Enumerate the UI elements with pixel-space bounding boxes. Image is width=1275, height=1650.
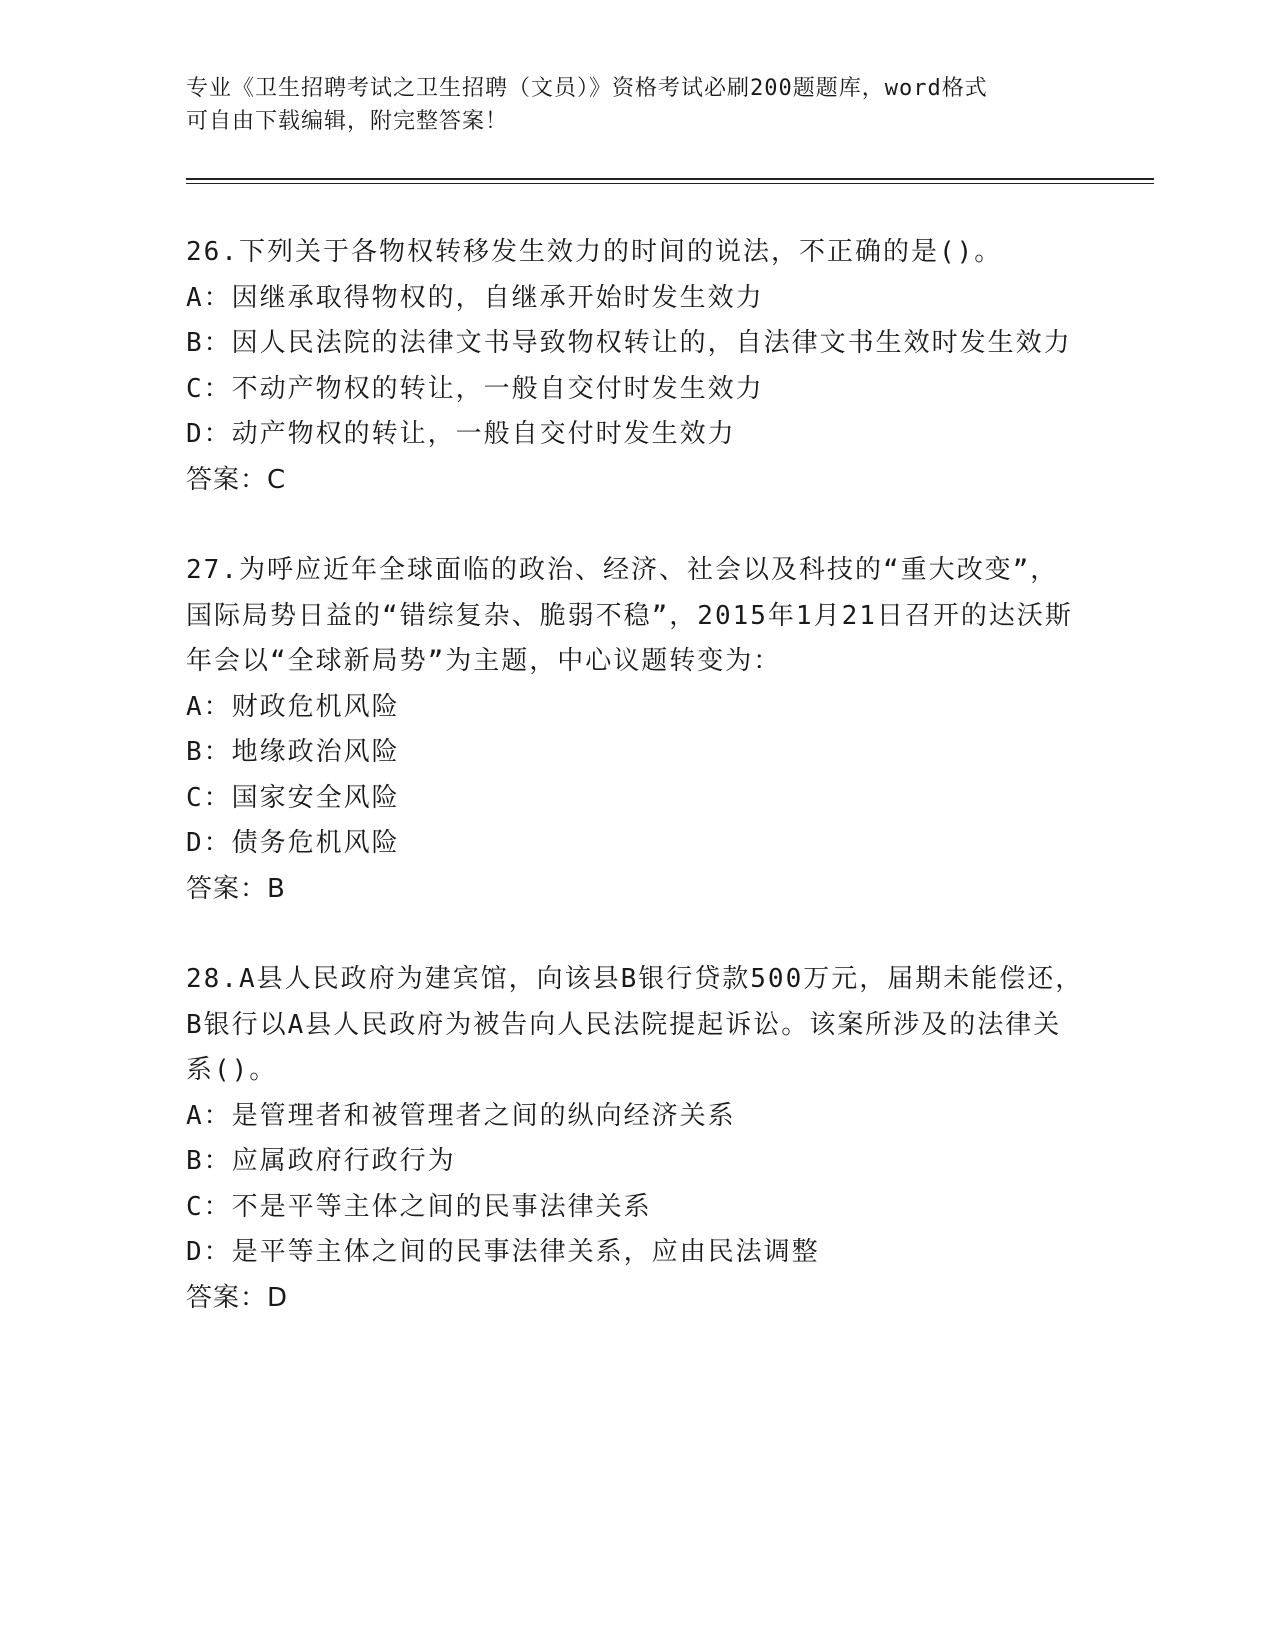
answer: 答案：D [186,1282,289,1313]
option-c: C：不是平等主体之间的民事法律关系 [186,1191,652,1222]
question-text: 27.为呼应近年全球面临的政治、经济、社会以及科技的“重大改变”，国际局势日益的“错综复杂、脆弱不稳”，2015年1月21日召开的达沃斯年会以“全球新局势”为主题，中心议题转变为： [186,555,1073,676]
question-26 [186,230,1086,503]
document-header [186,72,1066,138]
option-d: D：债务危机风险 [186,828,400,858]
header-divider-thin [186,183,1154,184]
option-b: B：地缘政治风险 [186,737,400,767]
answer: 答案：C [186,464,287,495]
question-28 [186,957,1086,1321]
option-a: A：是管理者和被管理者之间的纵向经济关系 [186,1100,736,1131]
option-b: B：应属政府行政行为 [186,1146,456,1176]
answer: 答案：B [186,873,286,904]
option-d: D：是平等主体之间的民事法律关系，应由民法调整 [186,1237,820,1267]
option-c: C：不动产物权的转让，一般自交付时发生效力 [186,373,764,404]
question-list [186,230,1086,1366]
option-a: A：因继承取得物权的，自继承开始时发生效力 [186,282,764,313]
header-line-2: 可自由下载编辑，附完整答案！ [186,109,509,134]
option-b: B：因人民法院的法律文书导致物权转让的，自法律文书生效时发生效力 [186,328,1072,358]
header-line-1: 专业《卫生招聘考试之卫生招聘（文员）》资格考试必刷200题题库，word格式 [186,76,988,101]
question-text: 28.A县人民政府为建宾馆，向该县B银行贷款500万元，届期未能偿还，B银行以A县人民政府为被告向人民法院提起诉讼。该案所涉及的法律关系()。 [186,964,1084,1085]
header-divider-thick [186,178,1154,180]
option-c: C：国家安全风险 [186,782,400,813]
question-27 [186,548,1086,912]
question-text: 26.下列关于各物权转移发生效力的时间的说法，不正确的是()。 [186,237,1003,267]
option-a: A：财政危机风险 [186,691,400,722]
option-d: D：动产物权的转让，一般自交付时发生效力 [186,419,736,449]
